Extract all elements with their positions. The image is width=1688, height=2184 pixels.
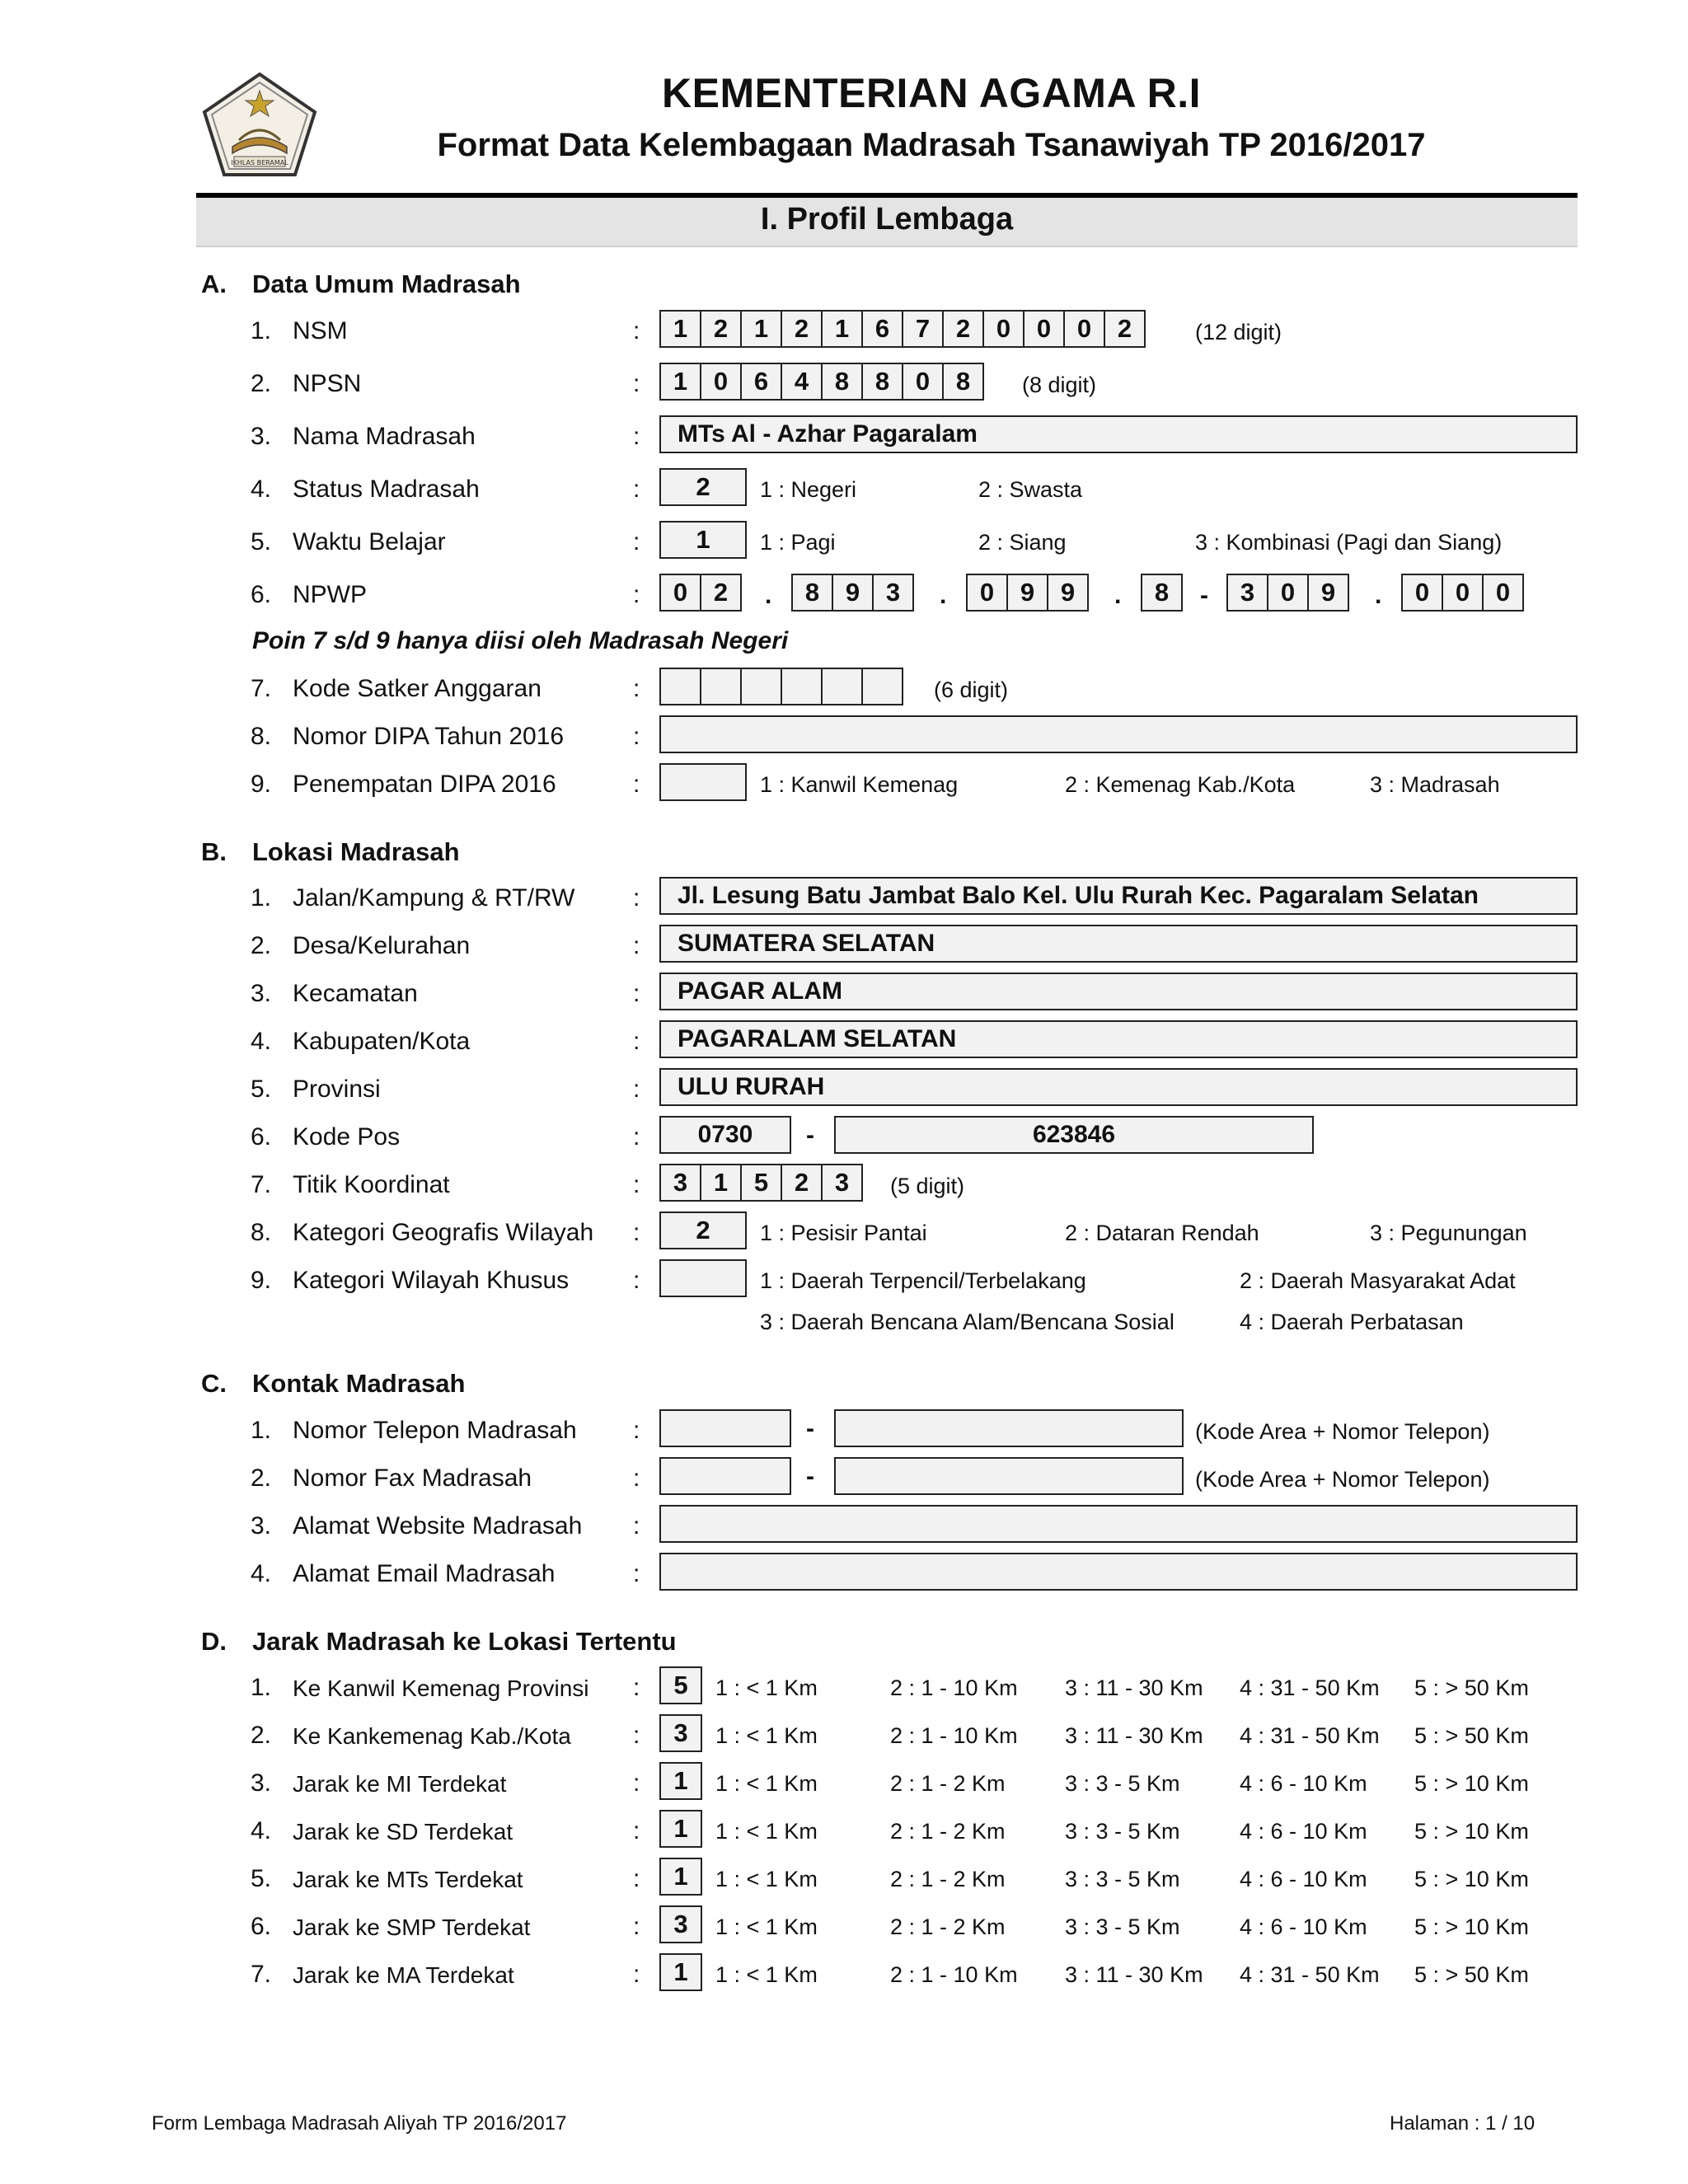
ministry-emblem-icon	[199, 71, 320, 180]
distance-option: 5 : > 50 Km	[1414, 1723, 1529, 1748]
satker-field[interactable]	[659, 668, 903, 705]
digit-cell[interactable]	[700, 668, 742, 705]
satker-note: (6 digit)	[934, 677, 1009, 702]
item-number: 1.	[251, 1674, 272, 1701]
item-number: 7.	[251, 1961, 272, 1988]
item-number: 2.	[251, 1722, 272, 1749]
distance-option: 5 : > 10 Km	[1414, 1915, 1529, 1939]
item-number: 5.	[251, 1865, 272, 1892]
distance-field[interactable]: 1	[659, 1858, 702, 1896]
distance-option: 2 : 1 - 10 Km	[890, 1723, 1018, 1748]
digit-cell[interactable]: 2	[781, 1164, 823, 1202]
npwp-group[interactable]	[1141, 574, 1183, 612]
colon: :	[633, 1913, 640, 1940]
kecamatan-label: Kecamatan	[293, 980, 418, 1007]
section-d-title: Jarak Madrasah ke Lokasi Tertentu	[252, 1627, 677, 1656]
khusus-option: 4 : Daerah Perbatasan	[1240, 1310, 1464, 1334]
distance-field[interactable]: 5	[659, 1666, 702, 1704]
distance-option: 2 : 1 - 2 Km	[890, 1867, 1006, 1891]
penempatan-option: 3 : Madrasah	[1370, 772, 1500, 797]
digit-cell[interactable]	[821, 668, 863, 705]
distance-option: 1 : < 1 Km	[715, 1867, 818, 1891]
page-subtitle: Format Data Kelembagaan Madrasah Tsanawiyah TP 2016/2017	[437, 127, 1426, 163]
digit-cell[interactable]: 2	[700, 310, 742, 348]
digit-cell[interactable]: 1	[659, 310, 701, 348]
item-number: 8.	[251, 1219, 272, 1246]
digit-cell[interactable]: 9	[1047, 574, 1089, 612]
distance-option: 4 : 6 - 10 Km	[1240, 1771, 1367, 1796]
dipa-field[interactable]	[659, 715, 1578, 753]
item-number: 7.	[251, 675, 272, 702]
colon: :	[633, 317, 640, 344]
kodepos-dash: -	[806, 1122, 814, 1149]
digit-cell[interactable]: 0	[1401, 574, 1443, 612]
colon: :	[633, 675, 640, 702]
distance-option: 2 : 1 - 10 Km	[890, 1675, 1018, 1700]
digit-cell[interactable]: 2	[781, 310, 823, 348]
fax-note: (Kode Area + Nomor Telepon)	[1195, 1467, 1490, 1492]
distance-option: 4 : 6 - 10 Km	[1240, 1867, 1367, 1891]
website-label: Alamat Website Madrasah	[293, 1512, 583, 1540]
item-number: 5.	[251, 528, 272, 555]
khusus-option: 2 : Daerah Masyarakat Adat	[1240, 1268, 1516, 1293]
item-number: 1.	[251, 884, 272, 912]
colon: :	[633, 1417, 640, 1444]
digit-cell[interactable]: 8	[821, 363, 863, 401]
digit-cell[interactable]: 8	[942, 363, 984, 401]
colon: :	[633, 1267, 640, 1294]
npsn-note: (8 digit)	[1022, 373, 1097, 397]
kabupaten-label: Kabupaten/Kota	[293, 1028, 471, 1055]
waktu-option: 1 : Pagi	[760, 530, 836, 555]
telepon-label: Nomor Telepon Madrasah	[293, 1417, 577, 1444]
digit-cell[interactable]: 3	[659, 1164, 701, 1202]
distance-option: 3 : 3 - 5 Km	[1065, 1819, 1180, 1844]
distance-option: 1 : < 1 Km	[715, 1723, 818, 1748]
item-number: 2.	[251, 1465, 272, 1492]
npwp-group[interactable]	[1401, 574, 1524, 612]
distance-label: Jarak ke MTs Terdekat	[293, 1867, 523, 1892]
digit-cell[interactable]: 0	[1482, 574, 1524, 612]
distance-option: 1 : < 1 Km	[715, 1771, 818, 1796]
section-c-letter: C.	[201, 1369, 227, 1398]
digit-cell[interactable]: 9	[1006, 574, 1048, 612]
distance-option: 4 : 31 - 50 Km	[1240, 1962, 1380, 1987]
distance-label: Jarak ke SMP Terdekat	[293, 1915, 531, 1940]
digit-cell[interactable]: 3	[872, 574, 914, 612]
nsm-field[interactable]	[659, 310, 1146, 348]
item-number: 6.	[251, 581, 272, 608]
colon: :	[633, 1722, 640, 1749]
item-number: 9.	[251, 771, 272, 798]
nama-label: Nama Madrasah	[293, 423, 476, 450]
digit-cell[interactable]: 8	[861, 363, 903, 401]
penempatan-option: 2 : Kemenag Kab./Kota	[1065, 772, 1296, 797]
distance-field[interactable]: 1	[659, 1762, 702, 1800]
npwp-group[interactable]	[659, 574, 742, 612]
khusus-label: Kategori Wilayah Khusus	[293, 1267, 570, 1294]
npwp-label: NPWP	[293, 581, 367, 608]
waktu-option: 3 : Kombinasi (Pagi dan Siang)	[1195, 530, 1503, 555]
penempatan-option: 1 : Kanwil Kemenag	[760, 772, 959, 797]
digit-cell[interactable]: 3	[1226, 574, 1268, 612]
digit-cell[interactable]: 0	[902, 363, 944, 401]
kodepos-area-field[interactable]: 0730	[659, 1116, 791, 1154]
item-number: 4.	[251, 1560, 272, 1587]
kecamatan-field[interactable]: PAGAR ALAM	[659, 972, 1578, 1010]
khusus-option: 1 : Daerah Terpencil/Terbelakang	[760, 1268, 1086, 1293]
colon: :	[633, 1961, 640, 1988]
digit-cell[interactable]: 2	[700, 574, 742, 612]
colon: :	[633, 932, 640, 959]
distance-option: 2 : 1 - 2 Km	[890, 1771, 1006, 1796]
section-d-letter: D.	[201, 1627, 227, 1656]
section-a-letter: A.	[201, 269, 227, 298]
npsn-field[interactable]	[659, 363, 984, 401]
digit-cell[interactable]: 8	[1141, 574, 1183, 612]
colon: :	[633, 723, 640, 750]
distance-option: 5 : > 50 Km	[1414, 1962, 1529, 1987]
distance-option: 3 : 11 - 30 Km	[1065, 1962, 1203, 1987]
npwp-separator: .	[940, 582, 947, 609]
kodepos-label: Kode Pos	[293, 1123, 401, 1151]
digit-cell[interactable]: 7	[902, 310, 944, 348]
digit-cell[interactable]: 0	[659, 574, 701, 612]
item-number: 1.	[251, 317, 272, 344]
item-number: 7.	[251, 1171, 272, 1198]
npwp-separator: .	[765, 582, 772, 609]
digit-cell[interactable]: 1	[740, 310, 782, 348]
item-number: 6.	[251, 1123, 272, 1151]
digit-cell[interactable]	[740, 668, 782, 705]
colon: :	[633, 1817, 640, 1844]
distance-option: 3 : 11 - 30 Km	[1065, 1723, 1203, 1748]
status-label: Status Madrasah	[293, 476, 480, 503]
distance-option: 2 : 1 - 10 Km	[890, 1962, 1018, 1987]
distance-option: 1 : < 1 Km	[715, 1915, 818, 1939]
item-number: 1.	[251, 1417, 272, 1444]
colon: :	[633, 1865, 640, 1892]
item-number: 2.	[251, 932, 272, 959]
section-a-title: Data Umum Madrasah	[252, 269, 521, 298]
item-number: 3.	[251, 423, 272, 450]
digit-cell[interactable]: 0	[1442, 574, 1484, 612]
distance-option: 4 : 6 - 10 Km	[1240, 1819, 1367, 1844]
distance-option: 3 : 11 - 30 Km	[1065, 1675, 1203, 1700]
geografis-label: Kategori Geografis Wilayah	[293, 1219, 594, 1246]
colon: :	[633, 980, 640, 1007]
colon: :	[633, 1219, 640, 1246]
website-field[interactable]	[659, 1505, 1578, 1543]
status-option: 2 : Swasta	[978, 477, 1083, 502]
distance-option: 1 : < 1 Km	[715, 1675, 818, 1700]
section-b-letter: B.	[201, 837, 227, 866]
distance-option: 1 : < 1 Km	[715, 1819, 818, 1844]
item-number: 3.	[251, 980, 272, 1007]
colon: :	[633, 1465, 640, 1492]
colon: :	[633, 1512, 640, 1540]
digit-cell[interactable]: 8	[791, 574, 833, 612]
distance-field[interactable]: 1	[659, 1953, 702, 1991]
nsm-label: NSM	[293, 317, 348, 344]
provinsi-field[interactable]: ULU RURAH	[659, 1068, 1578, 1106]
distance-label: Jarak ke SD Terdekat	[293, 1819, 513, 1844]
waktu-option: 2 : Siang	[978, 530, 1067, 555]
item-number: 4.	[251, 1817, 272, 1844]
desa-field[interactable]: SUMATERA SELATAN	[659, 925, 1578, 963]
negeri-only-note: Poin 7 s/d 9 hanya diisi oleh Madrasah Negeri	[252, 627, 789, 654]
npsn-label: NPSN	[293, 370, 362, 397]
digit-cell[interactable]: 0	[1267, 574, 1309, 612]
distance-option: 5 : > 10 Km	[1414, 1867, 1529, 1891]
item-number: 9.	[251, 1267, 272, 1294]
colon: :	[633, 1674, 640, 1701]
nsm-note: (12 digit)	[1195, 320, 1282, 344]
provinsi-label: Provinsi	[293, 1076, 381, 1103]
distance-field[interactable]: 3	[659, 1905, 702, 1943]
waktu-field[interactable]: 1	[659, 521, 747, 559]
item-number: 2.	[251, 370, 272, 397]
digit-cell[interactable]: 0	[1063, 310, 1105, 348]
fax-area-field[interactable]	[659, 1457, 791, 1495]
digit-cell[interactable]: 0	[966, 574, 1008, 612]
digit-cell[interactable]: 1	[659, 363, 701, 401]
colon: :	[633, 476, 640, 503]
digit-cell[interactable]: 3	[821, 1164, 863, 1202]
khusus-field[interactable]	[659, 1259, 747, 1297]
footer-page-number: Halaman : 1 / 10	[1390, 2112, 1536, 2135]
distance-option: 1 : < 1 Km	[715, 1962, 818, 1987]
geografis-field[interactable]: 2	[659, 1212, 747, 1249]
distance-option: 5 : > 50 Km	[1414, 1675, 1529, 1700]
telepon-area-field[interactable]	[659, 1409, 791, 1447]
satker-label: Kode Satker Anggaran	[293, 675, 542, 702]
item-number: 6.	[251, 1913, 272, 1940]
digit-cell[interactable]: 0	[1023, 310, 1065, 348]
digit-cell[interactable]: 9	[1307, 574, 1349, 612]
dipa-label: Nomor DIPA Tahun 2016	[293, 723, 565, 750]
digit-cell[interactable]: 4	[781, 363, 823, 401]
distance-option: 4 : 6 - 10 Km	[1240, 1915, 1367, 1939]
digit-cell[interactable]	[861, 668, 903, 705]
colon: :	[633, 1171, 640, 1198]
distance-option: 5 : > 10 Km	[1414, 1771, 1529, 1796]
digit-cell[interactable]: 9	[832, 574, 874, 612]
colon: :	[633, 370, 640, 397]
npwp-group[interactable]	[1226, 574, 1349, 612]
kabupaten-field[interactable]: PAGARALAM SELATAN	[659, 1020, 1578, 1058]
item-number: 4.	[251, 1028, 272, 1055]
distance-field[interactable]: 3	[659, 1714, 702, 1752]
digit-cell[interactable]	[781, 668, 823, 705]
colon: :	[633, 884, 640, 912]
desa-label: Desa/Kelurahan	[293, 932, 471, 959]
distance-field[interactable]: 1	[659, 1810, 702, 1848]
geografis-option: 3 : Pegunungan	[1370, 1221, 1527, 1245]
koordinat-label: Titik Koordinat	[293, 1171, 450, 1198]
jalan-field[interactable]: Jl. Lesung Batu Jambat Balo Kel. Ulu Rurah Kec. Pagaralam Selatan	[659, 877, 1578, 915]
item-number: 3.	[251, 1769, 272, 1797]
distance-option: 5 : > 10 Km	[1414, 1819, 1529, 1844]
koordinat-field[interactable]	[659, 1164, 863, 1202]
geografis-option: 2 : Dataran Rendah	[1065, 1221, 1259, 1245]
email-label: Alamat Email Madrasah	[293, 1560, 556, 1587]
digit-cell[interactable]: 1	[821, 310, 863, 348]
digit-cell[interactable]: 6	[861, 310, 903, 348]
colon: :	[633, 1560, 640, 1587]
footer-form-name: Form Lembaga Madrasah Aliyah TP 2016/2017	[152, 2112, 567, 2135]
npwp-separator: -	[1200, 582, 1208, 609]
distance-label: Jarak ke MA Terdekat	[293, 1962, 514, 1988]
nama-madrasah-field[interactable]: MTs Al - Azhar Pagaralam	[659, 415, 1578, 453]
page-title: KEMENTERIAN AGAMA R.I	[661, 70, 1201, 116]
distance-option: 2 : 1 - 2 Km	[890, 1915, 1006, 1939]
status-option: 1 : Negeri	[760, 477, 857, 502]
item-number: 8.	[251, 723, 272, 750]
fax-label: Nomor Fax Madrasah	[293, 1465, 532, 1492]
geografis-option: 1 : Pesisir Pantai	[760, 1221, 927, 1245]
fax-dash: -	[806, 1463, 814, 1490]
colon: :	[633, 1028, 640, 1055]
khusus-option: 3 : Daerah Bencana Alam/Bencana Sosial	[760, 1310, 1175, 1334]
status-field[interactable]: 2	[659, 468, 747, 506]
npwp-separator: .	[1375, 582, 1382, 609]
digit-cell[interactable]: 5	[740, 1164, 782, 1202]
distance-option: 3 : 3 - 5 Km	[1065, 1771, 1180, 1796]
telepon-note: (Kode Area + Nomor Telepon)	[1195, 1419, 1490, 1444]
distance-option: 3 : 3 - 5 Km	[1065, 1915, 1180, 1939]
waktu-label: Waktu Belajar	[293, 528, 446, 555]
penempatan-field[interactable]	[659, 763, 747, 801]
colon: :	[633, 423, 640, 450]
item-number: 5.	[251, 1076, 272, 1103]
colon: :	[633, 1123, 640, 1151]
koordinat-note: (5 digit)	[890, 1174, 965, 1198]
digit-cell[interactable]: 1	[700, 1164, 742, 1202]
email-field[interactable]	[659, 1553, 1578, 1591]
distance-label: Jarak ke MI Terdekat	[293, 1771, 507, 1797]
section-c-title: Kontak Madrasah	[252, 1369, 466, 1398]
distance-option: 2 : 1 - 2 Km	[890, 1819, 1006, 1844]
digit-cell[interactable]	[659, 668, 701, 705]
colon: :	[633, 771, 640, 798]
npwp-group[interactable]	[791, 574, 914, 612]
distance-label: Ke Kankemenag Kab./Kota	[293, 1723, 571, 1749]
svg-text:IKHLAS BERAMAL: IKHLAS BERAMAL	[231, 159, 288, 166]
distance-label: Ke Kanwil Kemenag Provinsi	[293, 1675, 589, 1701]
digit-cell[interactable]: 6	[740, 363, 782, 401]
digit-cell[interactable]: 2	[1104, 310, 1146, 348]
penempatan-label: Penempatan DIPA 2016	[293, 771, 556, 798]
digit-cell[interactable]: 2	[942, 310, 984, 348]
telepon-dash: -	[806, 1415, 814, 1442]
npwp-group[interactable]	[966, 574, 1089, 612]
colon: :	[633, 1769, 640, 1797]
distance-option: 3 : 3 - 5 Km	[1065, 1867, 1180, 1891]
section-title: I. Profil Lembaga	[760, 202, 1014, 237]
colon: :	[633, 528, 640, 555]
distance-option: 4 : 31 - 50 Km	[1240, 1723, 1380, 1748]
section-b-title: Lokasi Madrasah	[252, 837, 460, 866]
digit-cell[interactable]: 0	[982, 310, 1025, 348]
kodepos-number-field[interactable]: 623846	[834, 1116, 1314, 1154]
npwp-separator: .	[1114, 582, 1122, 609]
fax-number-field[interactable]	[834, 1457, 1184, 1495]
item-number: 3.	[251, 1512, 272, 1540]
colon: :	[633, 1076, 640, 1103]
jalan-label: Jalan/Kampung & RT/RW	[293, 884, 575, 912]
telepon-number-field[interactable]	[834, 1409, 1184, 1447]
colon: :	[633, 581, 640, 608]
distance-option: 4 : 31 - 50 Km	[1240, 1675, 1380, 1700]
digit-cell[interactable]: 0	[700, 363, 742, 401]
item-number: 4.	[251, 476, 272, 503]
